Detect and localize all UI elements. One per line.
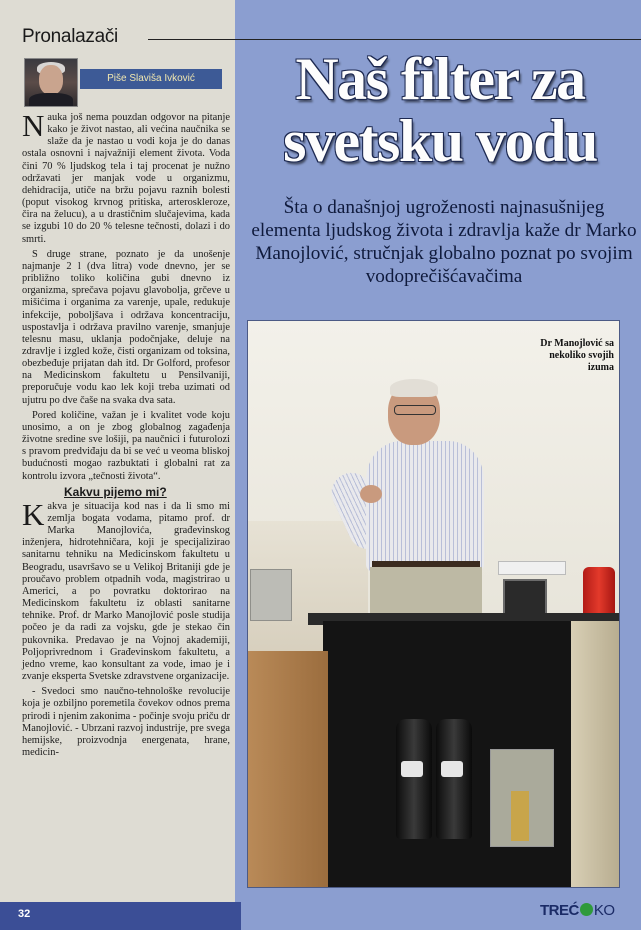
paragraph: S druge strane, poznato je da unošenje najmanje 2 l (dva litra) vode dnevno, jer se približno toliko količina gubi dnevno iz organizma, sprečava pojavu glavobolja, grčeve u mišićima i organima za varenje, upale, redukuje infekcije, poboljšava i održava koncentraciju, uspostavlja i održava pravilno varenje, smanjuje telesnu masu, uklanja podočnjake, deluje na zdravlje i izgled kože, čisti organizam od toksina, obezbeđuje prijatan dah itd. Dr Golford, profesor na Medicinskom fakultetu u Pensilvaniji, preporučuje vodu kao lek koji treba uzimati od ujutru po dve čaše na svaka dva sata. [22, 248, 230, 406]
paragraph: Nauka još nema pouzdan odgovor na pitanje kako je život nastao, ali većina naučnika se slaže da je nastao u vodi koja je do danas ostala osnovni i najvažniji element života. Voda čini 70 % ljudskog tela i taj procenat je nužno održavati jer manjak vode u organizmu, dehidracija, utiče na bržu pojavu raznih bolesti (poput visokog krvnog pritiska, arteroskleroze, čira na želucu), a u drastičnim slučajevima, kada se izgubi 10 do 20 % telesne tečnosti, dolazi i do smrti. [22, 108, 230, 245]
magazine-logo: TREĆ KO [540, 902, 615, 919]
logo-circle-icon [580, 903, 593, 916]
drop-cap: K [22, 496, 45, 532]
headline-line-1: Naš filter za [295, 46, 585, 112]
article-headline [240, 48, 640, 172]
section-rule [148, 39, 641, 40]
headline-line-2: svetsku vodu [283, 108, 597, 174]
page-number-bar [0, 902, 241, 930]
article-photo [247, 320, 620, 888]
paragraph: Pored količine, važan je i kvalitet vode koju unosimo, a on je zbog globalnog zagađenja životne sredine sve lošiji, pa naučnici i futurolozi s pravom predviđaju da bi se već u veoma bliskoj budućnosti mogao razbuktati i globalni rat za kontrolu izvora „tečnosti života“. [22, 409, 230, 482]
paragraph: Kakva je situacija kod nas i da li smo mi zemlja bogata vodama, pitamo prof. dr Marka Manojlovića, građevinskog inženjera, hidrotehničara, koji je specijalizirao sanitarnu tehniku na Medicinskom fakultetu u Beogradu, usavršavo se u Velikoj Britaniji gde je proučavo problem otpadnih voda, magistrirao u Americi, a po povratku doktorirao na Medicinskom fakultetu iz oblasti sanitarne tehnike. Prof. dr Marko Manojlović posle studija počeo je da radi za vojsku, gde je stekao čin pukovnika. Predavao je na Vojnoj akademiji, Poljoprivrednom i Građevinskom fakultetu, a jedno vreme, kao konsultant za vode, imao je i zvanje eksperta Svetske zdravstvene organizacije. [22, 496, 230, 683]
page-number: 32 [18, 908, 31, 920]
subheading: Kakvu pijemo mi? [64, 484, 167, 499]
author-photo [24, 58, 78, 107]
section-label: Pronalazači [22, 26, 118, 47]
article-body [22, 108, 230, 762]
article-deck: Šta o današnjoj ugroženosti najnasušnijeg elementa ljudskog života i zdravlja kaže dr Marko Manojlović, stručnjak globalno poznat po svojim vodoprečišćavačima [251, 197, 637, 287]
photo-caption: Dr Manojlović sa nekoliko svojih izuma [540, 338, 614, 373]
drop-cap: N [22, 108, 45, 143]
author-byline: Piše Slaviša Ivković [80, 69, 222, 89]
paragraph: - Svedoci smo naučno-tehnološke revolucije koja je ozbiljno poremetila čovekov odnos prema prirodi i njenim zakonima - počinje svoju priču dr Manojlović. - Ubrzani razvoj industrije, pre svega hemijske, proizvodnja energenata, hrane, medicin- [22, 686, 230, 758]
